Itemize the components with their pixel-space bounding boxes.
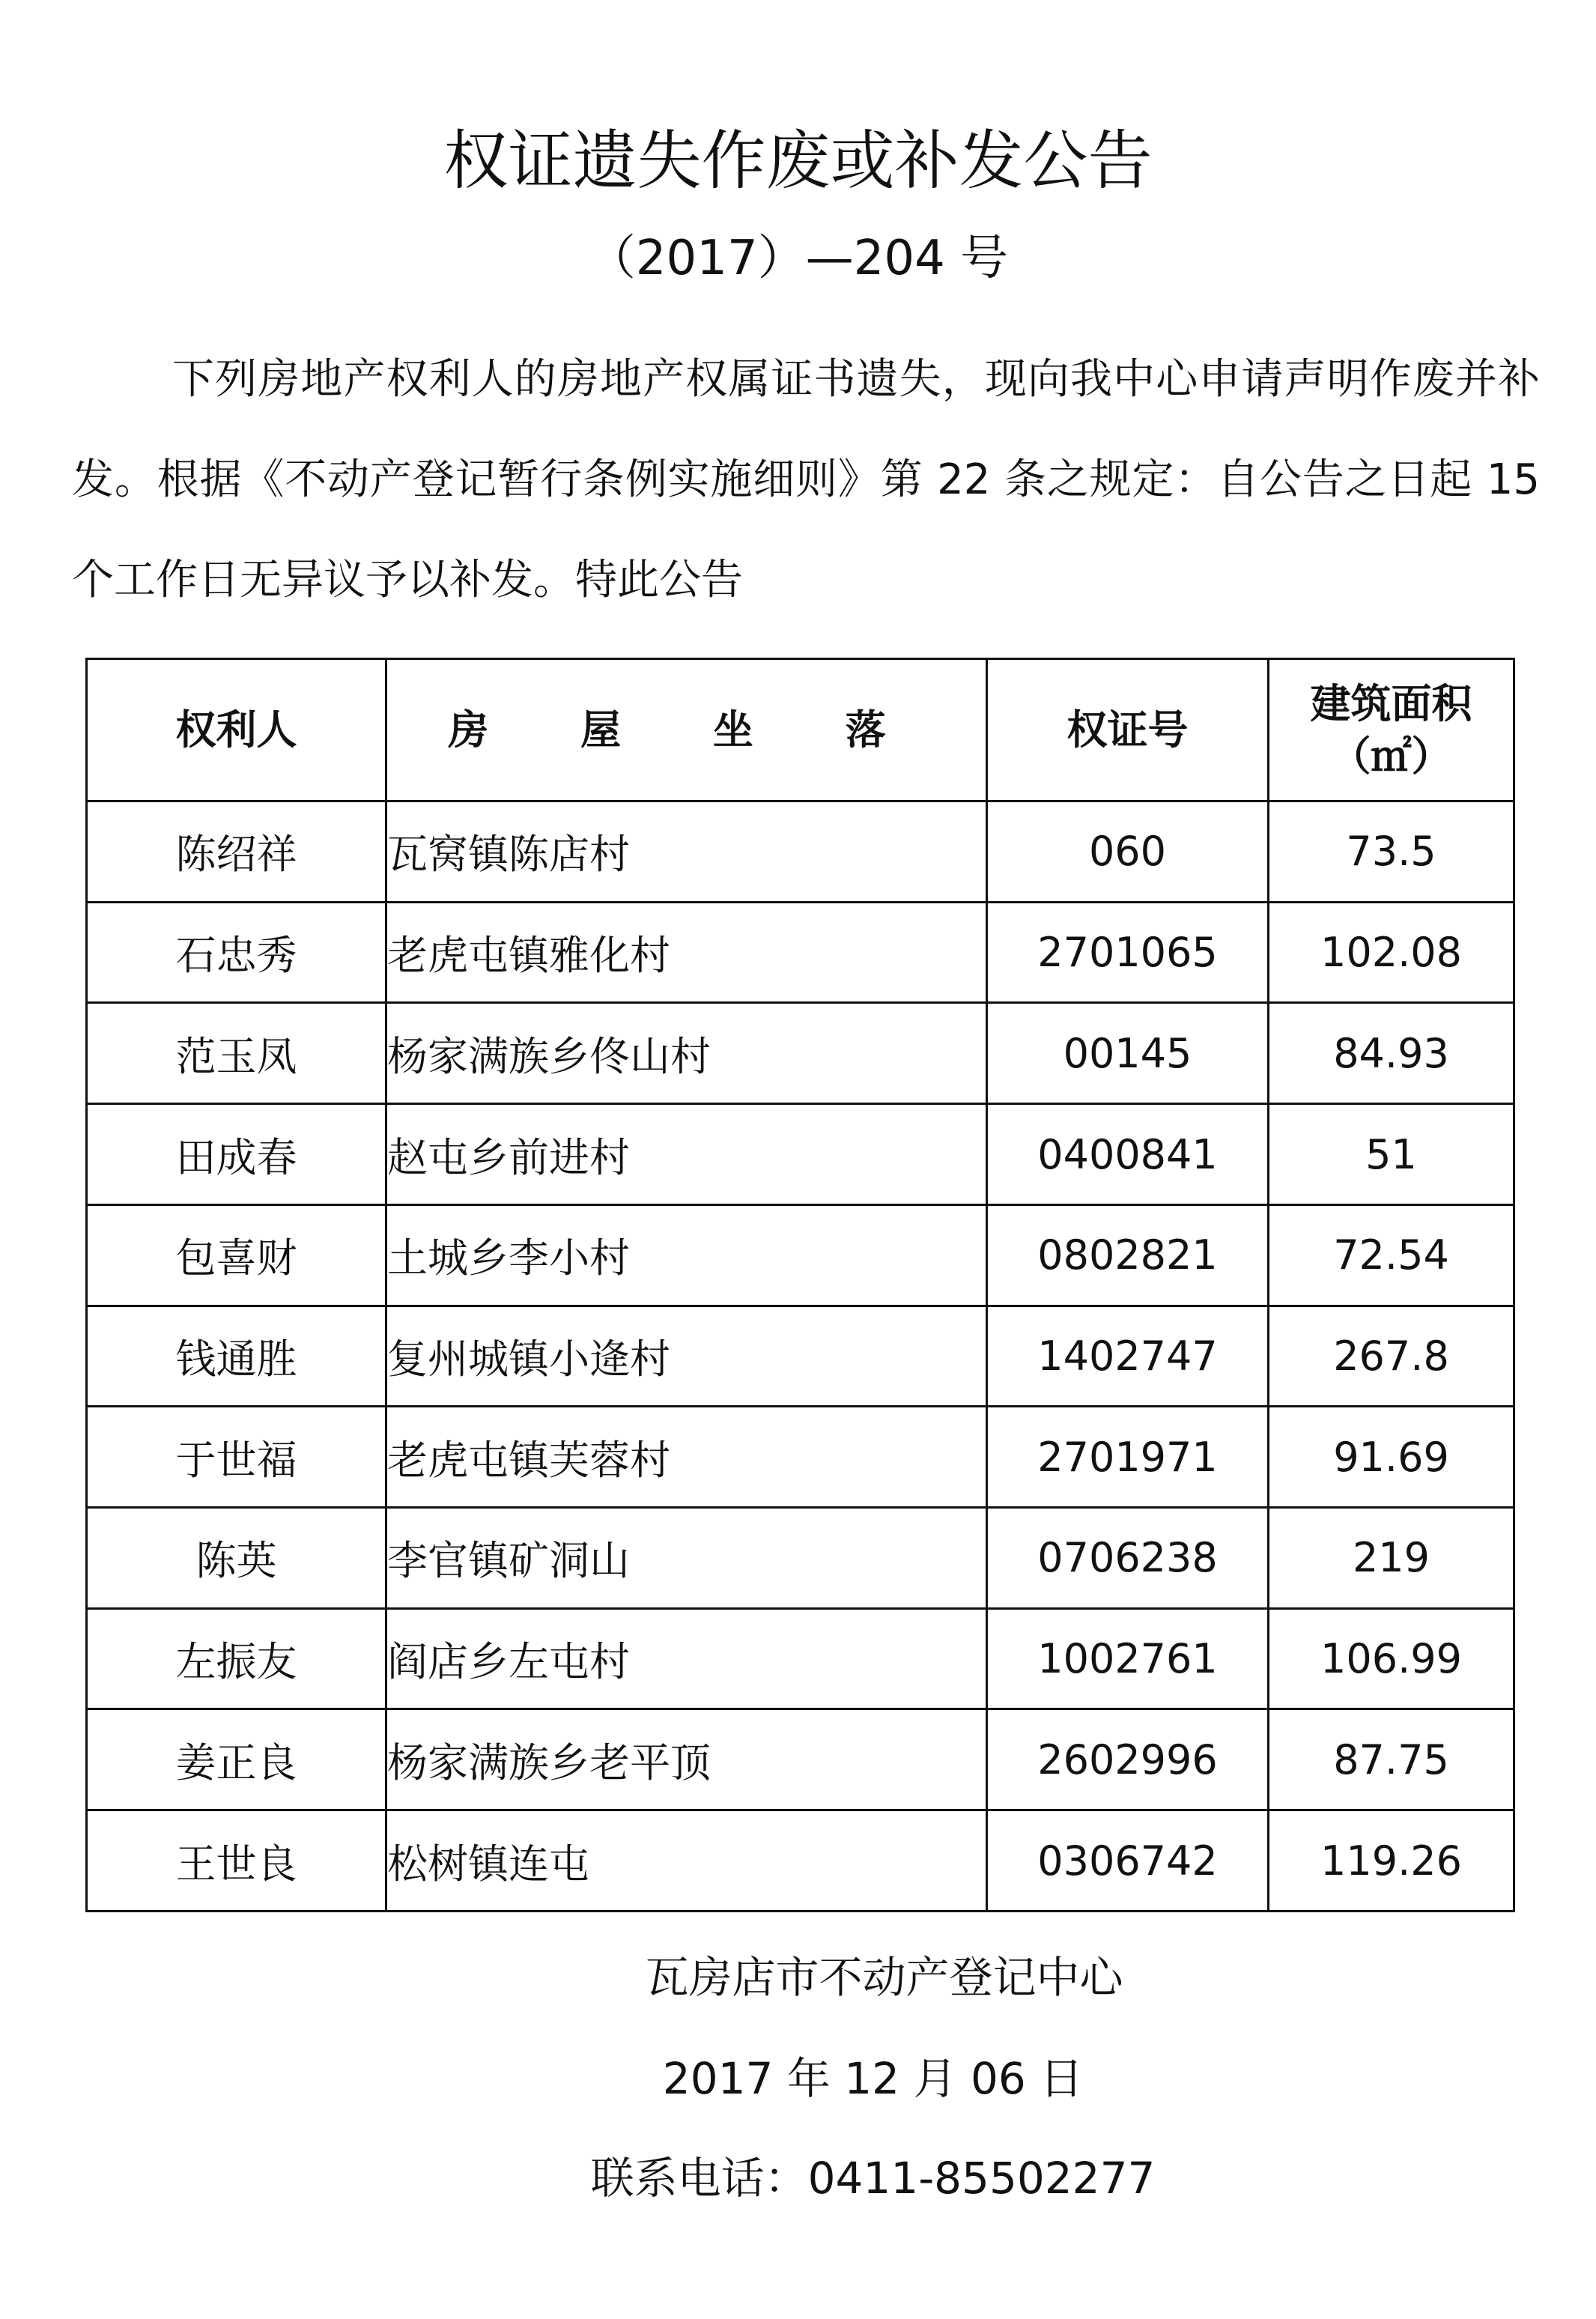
table-row [87, 1608, 1514, 1709]
certificate-cell: 060 [987, 801, 1269, 903]
table-row [87, 1508, 1514, 1609]
owner-cell: 姜正良 [87, 1709, 386, 1810]
location-cell: 松树镇连屯 [386, 1810, 987, 1912]
area-cell: 87.75 [1269, 1709, 1514, 1810]
owner-cell: 钱通胜 [87, 1306, 386, 1407]
owner-cell: 范玉凤 [87, 1003, 386, 1104]
notice-body: 下列房地产权利人的房地产权属证书遗失，现向我中心申请声明作废并补发。根据《不动产登记暂行条例实施细则》第 22 条之规定：自公告之日起 15 个工作日无异议予以补发。特此公告 [72, 355, 1540, 604]
table-row [87, 1709, 1514, 1810]
owner-cell: 石忠秀 [87, 902, 386, 1003]
header-location [386, 659, 987, 801]
certificate-cell: 2701971 [987, 1407, 1269, 1508]
table-row [87, 1003, 1514, 1104]
table-header-row [87, 659, 1514, 801]
location-cell: 赵屯乡前进村 [386, 1104, 987, 1205]
issuer: 瓦房店市不动产登记中心 [645, 1952, 1123, 2003]
location-cell: 老虎屯镇雅化村 [386, 902, 987, 1003]
area-cell: 102.08 [1269, 902, 1514, 1003]
certificate-cell: 00145 [987, 1003, 1269, 1104]
area-cell: 106.99 [1269, 1608, 1514, 1709]
certificate-cell: 2701065 [987, 902, 1269, 1003]
location-cell: 土城乡李小村 [386, 1204, 987, 1306]
contact-phone: 联系电话：0411-85502277 [590, 2153, 1156, 2204]
certificate-cell: 0400841 [987, 1104, 1269, 1205]
area-cell: 84.93 [1269, 1003, 1514, 1104]
header-owner: 权利人 [87, 659, 386, 801]
area-cell: 267.8 [1269, 1306, 1514, 1407]
location-cell: 复州城镇小逄村 [386, 1306, 987, 1407]
table-row [87, 1204, 1514, 1306]
header-certificate: 权证号 [987, 659, 1269, 801]
lost-certificate-table [85, 658, 1515, 1912]
owner-cell: 王世良 [87, 1810, 386, 1912]
header-area [1269, 659, 1514, 801]
header-location-label: 房 屋 坐 落 [448, 706, 925, 754]
area-cell: 73.5 [1269, 801, 1514, 903]
location-cell: 杨家满族乡老平顶 [386, 1709, 987, 1810]
owner-cell: 于世福 [87, 1407, 386, 1508]
certificate-cell: 0706238 [987, 1508, 1269, 1609]
certificate-cell: 0802821 [987, 1204, 1269, 1306]
table-row [87, 1104, 1514, 1205]
table-row [87, 1306, 1514, 1407]
notice-title: 权证遗失作废或补发公告 [443, 124, 1153, 198]
certificate-cell: 1402747 [987, 1306, 1269, 1407]
header-area-line1: 建筑面积 [1310, 679, 1472, 727]
area-cell: 72.54 [1269, 1204, 1514, 1306]
owner-cell: 左振友 [87, 1608, 386, 1709]
certificate-cell: 2602996 [987, 1709, 1269, 1810]
notice-number: （2017）—204 号 [587, 231, 1009, 286]
owner-cell: 包喜财 [87, 1204, 386, 1306]
area-cell: 91.69 [1269, 1407, 1514, 1508]
table-row [87, 801, 1514, 903]
location-cell: 李官镇矿洞山 [386, 1508, 987, 1609]
table-row [87, 902, 1514, 1003]
area-cell: 219 [1269, 1508, 1514, 1609]
certificate-cell: 0306742 [987, 1810, 1269, 1912]
owner-cell: 陈绍祥 [87, 801, 386, 903]
location-cell: 老虎屯镇芙蓉村 [386, 1407, 987, 1508]
issue-date: 2017 年 12 月 06 日 [662, 2053, 1084, 2104]
table-row [87, 1810, 1514, 1912]
area-cell: 119.26 [1269, 1810, 1514, 1912]
location-cell: 阎店乡左屯村 [386, 1608, 987, 1709]
header-area-line2: （㎡） [1330, 732, 1452, 780]
owner-cell: 田成春 [87, 1104, 386, 1205]
location-cell: 瓦窝镇陈店村 [386, 801, 987, 903]
area-cell: 51 [1269, 1104, 1514, 1205]
owner-cell: 陈英 [87, 1508, 386, 1609]
table-row [87, 1407, 1514, 1508]
certificate-cell: 1002761 [987, 1608, 1269, 1709]
location-cell: 杨家满族乡佟山村 [386, 1003, 987, 1104]
